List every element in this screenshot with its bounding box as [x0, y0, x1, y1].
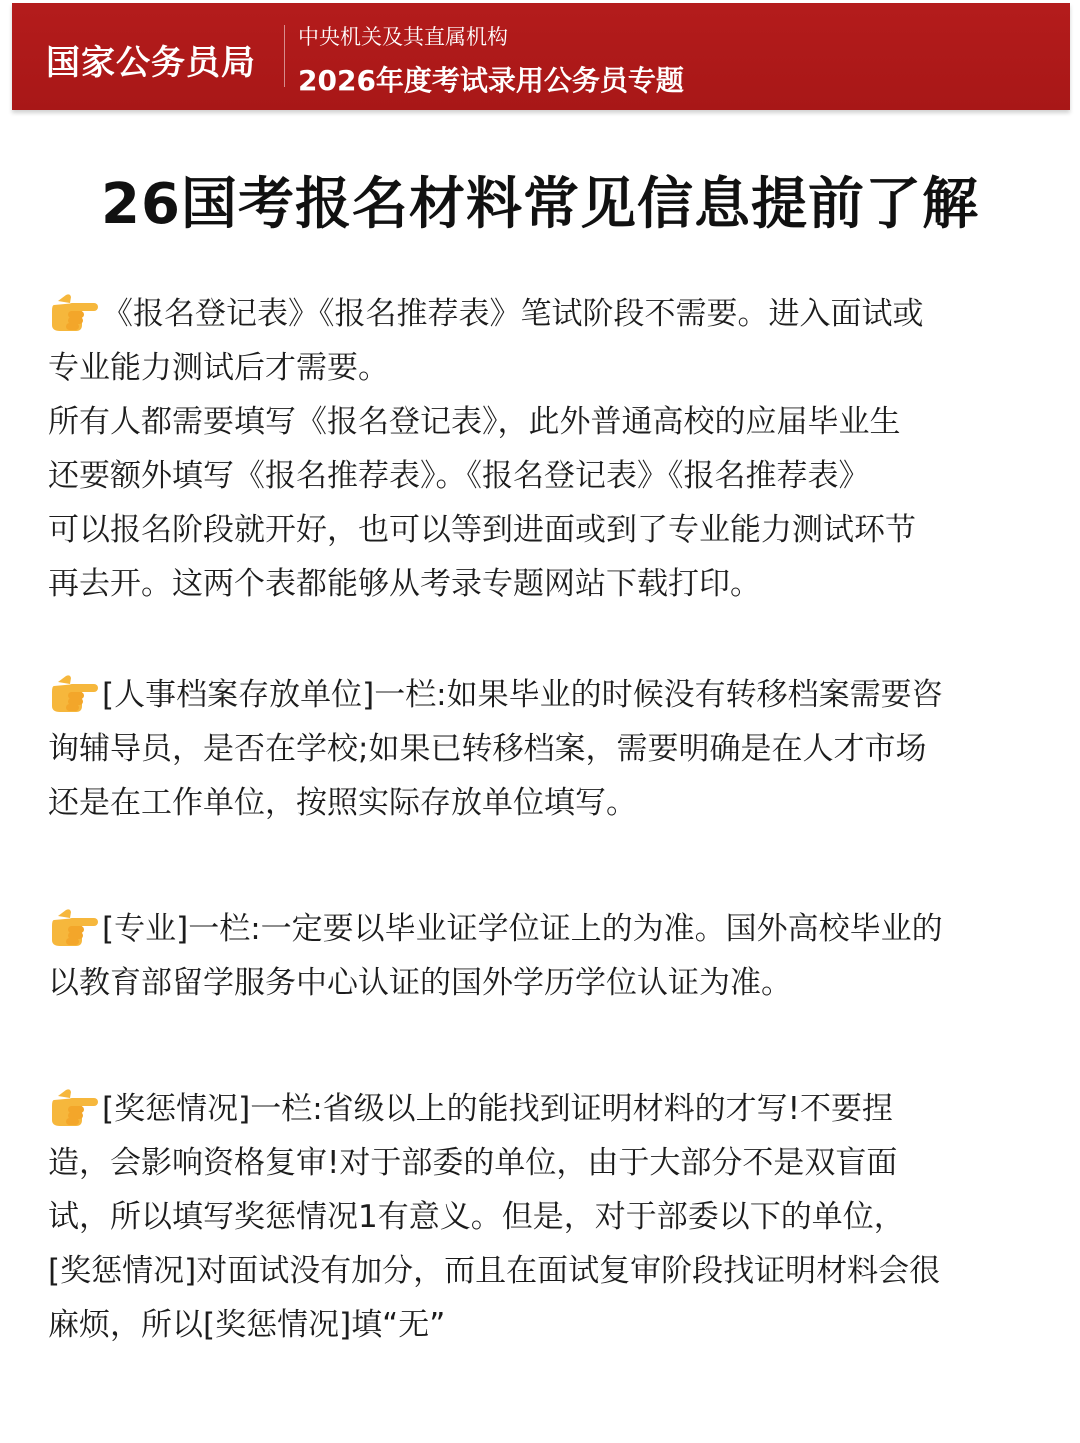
paragraph-line: [专业]一栏:一定要以毕业证学位证上的为准。国外高校毕业的 [48, 902, 1038, 956]
paragraph-line: 麻烦，所以[奖惩情况]填“无” [48, 1307, 446, 1343]
section-major [48, 902, 1038, 1010]
paragraph-line: 专业能力测试后才需要。 [48, 350, 389, 386]
header-banner [12, 3, 1070, 110]
paragraph-line: 可以报名阶段就开好，也可以等到进面或到了专业能力测试环节 [48, 512, 916, 548]
paragraph-line: 还是在工作单位，按照实际存放单位填写。 [48, 785, 637, 821]
section-archive-location [48, 668, 1038, 830]
paragraph-line: [奖惩情况]对面试没有加分，而且在面试复审阶段找证明材料会很 [48, 1253, 941, 1289]
pointing-hand-icon [48, 1086, 100, 1130]
paragraph-line: 造，会影响资格复审!对于部委的单位，由于大部分不是双盲面 [48, 1145, 898, 1181]
banner-subtitle-top: 中央机关及其直属机构 [298, 25, 508, 49]
paragraph-line: 还要额外填写《报名推荐表》。《报名登记表》《报名推荐表》 [48, 458, 870, 494]
pointing-hand-icon [48, 291, 100, 335]
pointing-hand-icon [48, 906, 100, 950]
paragraph-line: 再去开。这两个表都能够从考录专题网站下载打印。 [48, 566, 761, 602]
banner-subtitle-main: 2026年度考试录用公务员专题 [298, 64, 684, 97]
section-rewards-punishments [48, 1082, 1038, 1352]
paragraph-line: 《报名登记表》《报名推荐表》笔试阶段不需要。进入面试或 [48, 287, 1038, 341]
banner-org-name: 国家公务员局 [46, 43, 256, 83]
paragraph-line: 所有人都需要填写《报名登记表》，此外普通高校的应届毕业生 [48, 404, 901, 440]
section-registration-forms [48, 287, 1038, 611]
paragraph-line: 试，所以填写奖惩情况1有意义。但是，对于部委以下的单位， [48, 1199, 905, 1235]
page-title: 26国考报名材料常见信息提前了解 [101, 172, 979, 237]
paragraph-line: 询辅导员，是否在学校;如果已转移档案，需要明确是在人才市场 [48, 731, 927, 767]
pointing-hand-icon [48, 672, 100, 716]
banner-divider [284, 25, 285, 87]
paragraph-line: [奖惩情况]一栏:省级以上的能找到证明材料的才写!不要捏 [48, 1082, 1038, 1136]
paragraph-line: [人事档案存放单位]一栏:如果毕业的时候没有转移档案需要咨 [48, 668, 1038, 722]
paragraph-line: 以教育部留学服务中心认证的国外学历学位认证为准。 [48, 965, 792, 1001]
